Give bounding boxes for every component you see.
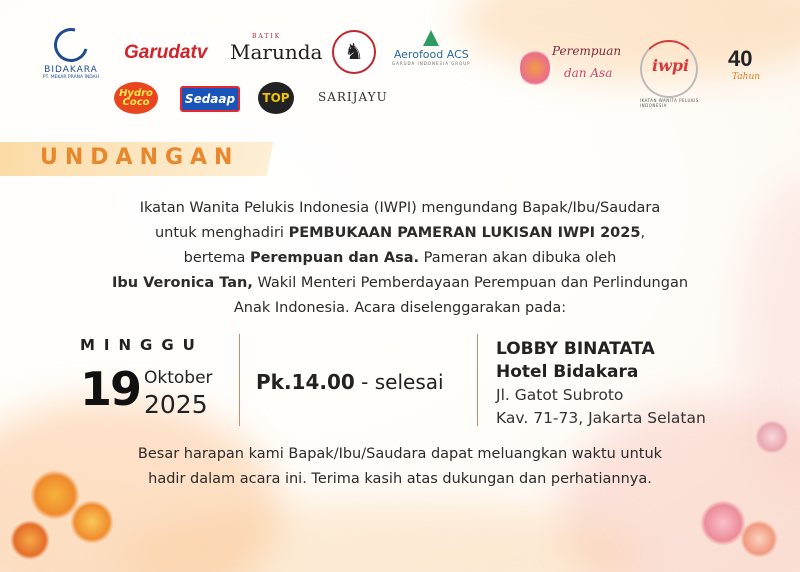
logo-text: Aerofood ACS	[393, 48, 469, 61]
intro-line: Ikatan Wanita Pelukis Indonesia (IWPI) mengundang Bapak/Ibu/Saudara	[139, 200, 661, 216]
intro-line	[60, 271, 740, 296]
intro-paragraph	[60, 196, 740, 321]
page-title: UNDANGAN	[40, 145, 240, 170]
bidakara-logo	[40, 28, 102, 80]
logo-text: dan Asa	[564, 66, 613, 80]
aerofood-mark-icon	[423, 30, 439, 46]
intro-line	[60, 246, 740, 271]
horse-emblem-icon: ♞	[332, 30, 376, 74]
flower-decoration	[10, 520, 50, 560]
venue-name: LOBBY BINATATA	[496, 339, 655, 359]
event-time	[256, 370, 444, 394]
top-coffee-logo: TOP	[258, 82, 294, 114]
event-time-end: - selesai	[354, 370, 444, 394]
date-block	[80, 336, 230, 419]
anniversary-badge	[728, 46, 760, 82]
logo-text: Perempuan	[552, 44, 622, 58]
closing-line: Besar harapan kami Bapak/Ibu/Saudara dapat meluangkan waktu untuk	[137, 446, 663, 462]
logo-subtext: GARUDA INDONESIA GROUP	[392, 61, 471, 66]
logo-subtext: IKATAN WANITA PELUKIS INDONESIA	[640, 98, 699, 108]
event-date: 19	[80, 362, 141, 416]
flower-decoration	[740, 520, 778, 558]
sedaap-logo: Sedaap	[180, 86, 240, 112]
theme-name: Perempuan dan Asa.	[249, 250, 420, 266]
logo-text: BIDAKARA	[44, 65, 98, 75]
venue-address: Jl. Gatot Subroto	[496, 386, 624, 404]
flower-decoration	[70, 500, 114, 544]
intro-text: Pameran akan dibuka oleh	[419, 250, 617, 266]
divider	[477, 334, 478, 426]
event-month: Oktober	[144, 368, 213, 388]
closing-paragraph	[70, 442, 730, 492]
sarijayu-logo: SARIJAYU	[318, 90, 388, 104]
intro-text: Wakil Menteri Pemberdayaan Perempuan dan Perlindungan	[252, 275, 689, 291]
iwpi-logo	[640, 40, 710, 110]
event-time-start: Pk.14.00	[256, 370, 355, 394]
venue-address: Kav. 71-73, Jakarta Selatan	[496, 409, 706, 427]
intro-text: untuk menghadiri	[154, 225, 289, 241]
logo-text: Marunda	[230, 40, 323, 64]
bidakara-mark-icon	[48, 22, 94, 68]
anniversary-number: 40	[728, 46, 753, 71]
logo-subtext: PT. MEKAR PRANA INDAH	[42, 75, 100, 80]
intro-text: ,	[640, 225, 646, 241]
logo-subtext: BATIK	[252, 33, 282, 40]
flower-decoration	[755, 420, 789, 454]
aerofood-logo	[392, 30, 471, 66]
divider	[239, 334, 240, 426]
perempuan-dan-asa-logo	[520, 38, 630, 98]
intro-text: bertema	[183, 250, 250, 266]
venue-block	[496, 338, 706, 430]
flower-icon	[520, 48, 550, 88]
logo-text: iwpi	[652, 56, 690, 75]
intro-line	[60, 221, 740, 246]
guest-name: Ibu Veronica Tan,	[111, 275, 253, 291]
venue-hotel: Hotel Bidakara	[496, 362, 639, 382]
intro-line: Anak Indonesia. Acara diselenggarakan pada:	[233, 300, 567, 316]
event-day: MINGGU	[80, 336, 204, 354]
garudatv-logo: Garudatv	[124, 42, 208, 63]
event-year: 2025	[144, 390, 208, 419]
anniversary-word: Tahun	[732, 72, 761, 82]
batik-marunda-logo	[230, 33, 323, 64]
closing-line: hadir dalam acara ini. Terima kasih atas dukungan dan perhatiannya.	[148, 471, 652, 487]
hydrococo-logo: Hydro Coco	[114, 82, 158, 114]
event-title: PEMBUKAAN PAMERAN LUKISAN IWPI 2025	[288, 225, 641, 241]
